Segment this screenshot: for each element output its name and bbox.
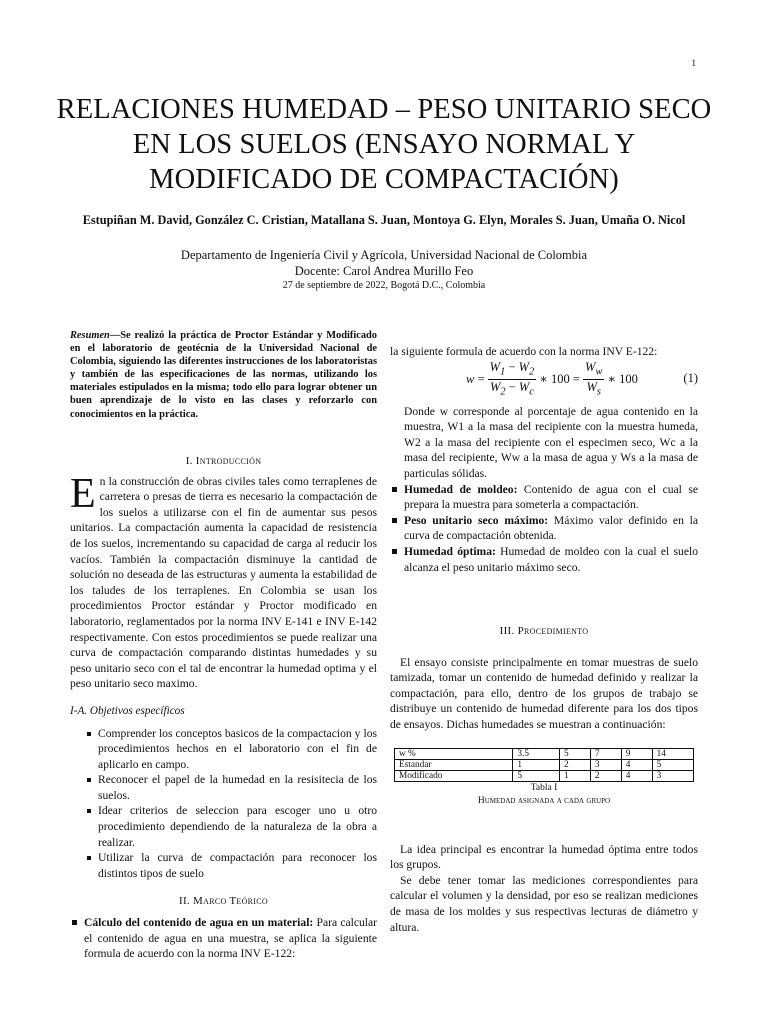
table-cell: 5: [513, 770, 560, 781]
table-caption: [390, 782, 698, 808]
table-cell: 5: [560, 748, 591, 759]
section-title: Marco Teórico: [193, 895, 268, 908]
term: Cálculo del contenido de agua en un material:: [84, 916, 314, 930]
procedure-paragraph: Se debe tener tomar las mediciones correspondientes para calcular el volumen y la densidad, por eso se realizan mediciones de masa de los moldes y sus respectivas lecturas de diámetro y altura.: [390, 873, 698, 934]
term: Humedad de moldeo:: [404, 482, 518, 496]
table-cell: 4: [621, 770, 652, 781]
table-cell: 4: [621, 759, 652, 770]
table-cell: 3.5: [513, 748, 560, 759]
section-introduction: [70, 454, 377, 962]
procedure-paragraph: El ensayo consiste principalmente en tomar muestras de suelo tamizada, tomar un contenido de humedad definido y realizar la compactación, para ello, dentro de los grupos de trabajo se distribuye un contenido de humedad diferente para los dos tipos de ensayos. Dichas humedades se muestran a continuación:: [390, 655, 698, 731]
section-heading: [70, 454, 377, 470]
table-cell: 7: [590, 748, 621, 759]
equation-body: w = $\frac{W_1 - W_2}{W_2 - W_c}$ ∗ 100 = $\frac{W_w}{W_s}$ ∗ 100: [466, 359, 638, 398]
continuation-text: la siguiente formula de acuerdo con la norma INV E-122:: [390, 345, 658, 358]
definition: Contenido de agua con el cual se prepara la muestra para someterla a compactación.: [404, 482, 699, 512]
section-title: Introducción: [195, 455, 262, 467]
teacher: Docente: Carol Andrea Murillo Feo: [294, 264, 474, 278]
table-cell: 2: [560, 759, 591, 770]
intro-paragraph: [70, 470, 377, 692]
list-item: [390, 482, 698, 513]
drop-cap: E: [70, 470, 96, 517]
caption-label: Tabla I: [530, 782, 558, 793]
subsection-heading: I-A. Objetivos específicos: [70, 704, 185, 717]
abstract: [70, 329, 377, 421]
procedure-paragraph: La idea principal es encontrar la humedad óptima entre todos los grupos.: [390, 842, 698, 872]
list-item: [390, 544, 698, 575]
definition: Para calcular el contenido de agua en una muestra, se aplica la siguiente formula de acuerdo con la norma INV E-122:: [84, 916, 377, 961]
abstract-text: —Se realizó la práctica de Proctor Estándar y Modificado en el laboratorio de geotécnia de la Universidad Nacional de Colombia, siguiendo las diferentes instrucciones de los laboratoristas y también de las especificaciones de las normas, utilizando los materiales estipulados en la misma; todo ello para lograr obtener un buen aprendizaje de lo visto en las clases y reforzarlo con conocimientos en la práctica.: [70, 330, 377, 420]
term: Peso unitario seco máximo:: [404, 513, 549, 527]
table-cell: 14: [652, 748, 693, 759]
list-item: Utilizar la curva de compactación para reconocer los distintos tipos de suelo: [70, 850, 377, 881]
equation: [390, 360, 698, 396]
definitions-list: [390, 482, 698, 576]
caption-text: Humedad asignada a cada grupo: [477, 795, 611, 806]
section-number: I.: [185, 455, 193, 467]
table-row: [395, 770, 694, 781]
theory-continuation: [390, 344, 698, 575]
section-procedure: [390, 624, 698, 935]
affiliation-block: [40, 247, 728, 279]
section-heading: [390, 624, 698, 640]
table-cell: 9: [621, 748, 652, 759]
list-item: Idear criterios de seleccion para escoger uno u otro procedimiento dependiendo de la naturaleza de la obra a realizar.: [70, 803, 377, 850]
affiliation: Departamento de Ingeniería Civil y Agrícola, Universidad Nacional de Colombia: [180, 248, 588, 262]
table-row: [395, 748, 694, 759]
table-cell: w %: [395, 748, 513, 759]
table-cell: 5: [652, 759, 693, 770]
equation-number: (1): [683, 370, 698, 385]
page-number: 1: [691, 58, 696, 68]
list-item: Reconocer el papel de la humedad en la resisitecia de los suelos.: [70, 772, 377, 803]
definition: Humedad de moldeo con la cual el suelo alcanza el peso unitario máximo seco.: [404, 544, 698, 574]
paper-title: RELACIONES HUMEDAD – PESO UNITARIO SECO EN LOS SUELOS (ENSAYO NORMAL Y MODIFICADO DE COMPACTACIÓN): [56, 94, 712, 195]
where-paragraph: Donde w corresponde al porcentaje de agua contenido en la muestra, W1 a la masa del recipiente con la muestra humeda, W2 a la masa del recipiente con el especimen seco, Wc a la masa del recipiente, Ww a la masa de agua y Ws a la masa de particulas sólidas.: [404, 404, 698, 480]
table-cell: 3: [652, 770, 693, 781]
objectives-list: [70, 726, 377, 882]
table-cell: 3: [590, 759, 621, 770]
fraction: $\frac{W_w}{W_s}$: [585, 359, 603, 398]
definition: Máximo valor definido en la curva de compactación obtenida.: [404, 513, 698, 543]
section-number: III.: [499, 625, 515, 637]
theory-list: [70, 915, 377, 962]
author-list: Estupiñan M. David, González C. Cristian, Matallana S. Juan, Montoya G. Elyn, Morales S. Juan, Umaña O. Nicol: [82, 213, 686, 227]
section-title: Procedimiento: [517, 625, 589, 637]
table-cell: 2: [590, 770, 621, 781]
date-line: 27 de septiembre de 2022, Bogotá D.C., Colombia: [282, 280, 486, 291]
section-heading: [70, 894, 377, 910]
list-item: [390, 513, 698, 544]
humidity-table: [394, 748, 694, 782]
table-cell: 1: [513, 759, 560, 770]
term: Humedad óptima:: [404, 544, 496, 558]
table-cell: Modificado: [395, 770, 513, 781]
fraction: $\frac{W_1 - W_2}{W_2 - W_c}$: [489, 359, 535, 398]
table-cell: Estandar: [395, 759, 513, 770]
list-item: [70, 915, 377, 962]
abstract-lead: Resumen: [70, 330, 110, 341]
intro-text: n la construcción de obras civiles tales como terraplenes de carretera o presas de tierra es necesario la compactación de los suelos a utilizarse con el fin de aumentar sus pesos unitarios. La compactación aumenta la capacidad de resistencia de los suelos, incrementando su capacidad de carga al reducir los vacíos. También la compactación disminuye la cantidad de solución no deseada de las estructuras y aumenta la estabilidad de los taludes de los terraplenes. En Colombia se usan los procedimientos Proctor estándar y Proctor modificado en laboratorio, reglamentados por la norma INV E-141 e INV E-142 respectivamente. Con estos procedimientos se puede realizar una curva de compactación comparando distintas humedades y su peso unitario seco con el tal de encontrar la humedad optima y el peso unitario seco maximo.: [70, 474, 377, 691]
list-item: Comprender los conceptos basicos de la compactacion y los procedimientos hechos en el laboratorio con el fin de aplicarlo en campo.: [70, 726, 377, 773]
table-cell: 1: [560, 770, 591, 781]
table-row: [395, 759, 694, 770]
section-number: II.: [178, 895, 190, 908]
table-body: [395, 748, 694, 781]
